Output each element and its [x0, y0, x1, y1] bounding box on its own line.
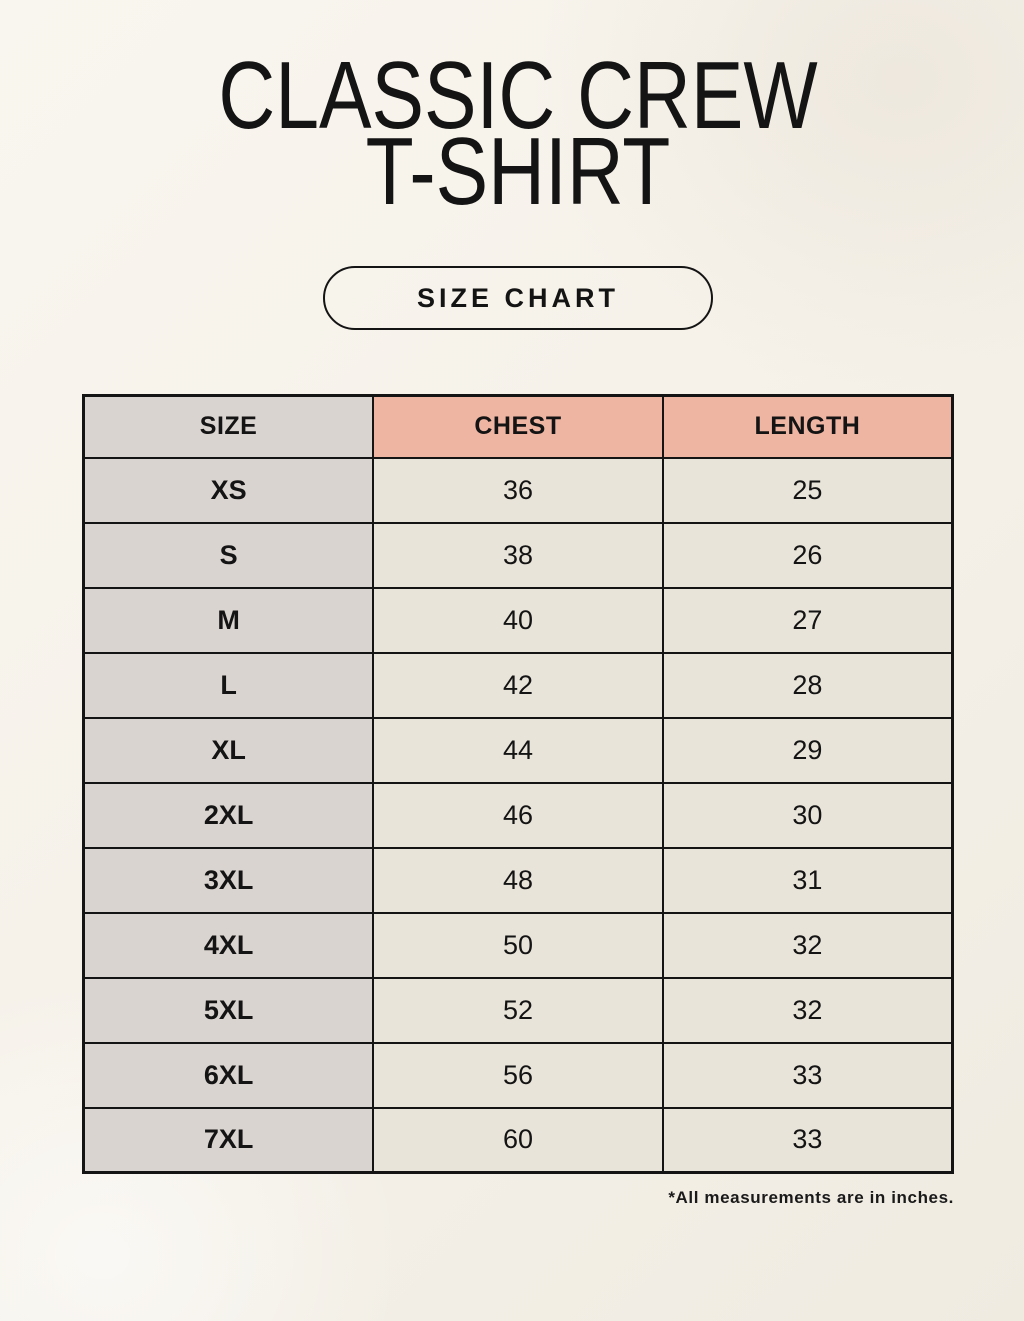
table-row	[84, 1043, 953, 1108]
length-cell: 30	[663, 783, 953, 848]
length-cell: 28	[663, 653, 953, 718]
table-row	[84, 718, 953, 783]
size-cell: 4XL	[84, 913, 374, 978]
size-cell: 6XL	[84, 1043, 374, 1108]
length-cell: 25	[663, 458, 953, 523]
length-cell: 31	[663, 848, 953, 913]
size-cell: XS	[84, 458, 374, 523]
size-cell: 5XL	[84, 978, 374, 1043]
table-row	[84, 978, 953, 1043]
chest-cell: 48	[373, 848, 663, 913]
size-cell: 2XL	[84, 783, 374, 848]
length-cell: 33	[663, 1043, 953, 1108]
length-cell: 26	[663, 523, 953, 588]
length-cell: 32	[663, 913, 953, 978]
page-title-line2: T-SHIRT	[365, 117, 671, 225]
chest-cell: 50	[373, 913, 663, 978]
chest-cell: 46	[373, 783, 663, 848]
chest-cell: 40	[373, 588, 663, 653]
chest-cell: 60	[373, 1108, 663, 1173]
table-row	[84, 783, 953, 848]
measurements-footnote: *All measurements are in inches.	[668, 1188, 954, 1208]
table-row	[84, 848, 953, 913]
size-cell: M	[84, 588, 374, 653]
column-header-length: LENGTH	[663, 395, 953, 458]
page	[82, 0, 954, 1208]
chest-cell: 56	[373, 1043, 663, 1108]
column-header-chest: CHEST	[373, 395, 663, 458]
chest-cell: 42	[373, 653, 663, 718]
length-cell: 33	[663, 1108, 953, 1173]
size-cell: 3XL	[84, 848, 374, 913]
table-row	[84, 458, 953, 523]
size-table	[82, 394, 954, 1175]
size-cell: 7XL	[84, 1108, 374, 1173]
chest-cell: 44	[373, 718, 663, 783]
table-row	[84, 1108, 953, 1173]
length-cell: 27	[663, 588, 953, 653]
table-row	[84, 523, 953, 588]
page-title	[160, 0, 875, 225]
size-cell: L	[84, 653, 374, 718]
column-header-size: SIZE	[84, 395, 374, 458]
size-cell: XL	[84, 718, 374, 783]
table-row	[84, 588, 953, 653]
page-title-line1: CLASSIC CREW	[218, 42, 818, 149]
length-cell: 29	[663, 718, 953, 783]
table-header-row	[84, 395, 953, 458]
table-row	[84, 913, 953, 978]
chest-cell: 52	[373, 978, 663, 1043]
table-row	[84, 653, 953, 718]
size-chart-badge[interactable]: SIZE CHART	[323, 266, 713, 330]
chest-cell: 36	[373, 458, 663, 523]
chest-cell: 38	[373, 523, 663, 588]
length-cell: 32	[663, 978, 953, 1043]
size-cell: S	[84, 523, 374, 588]
